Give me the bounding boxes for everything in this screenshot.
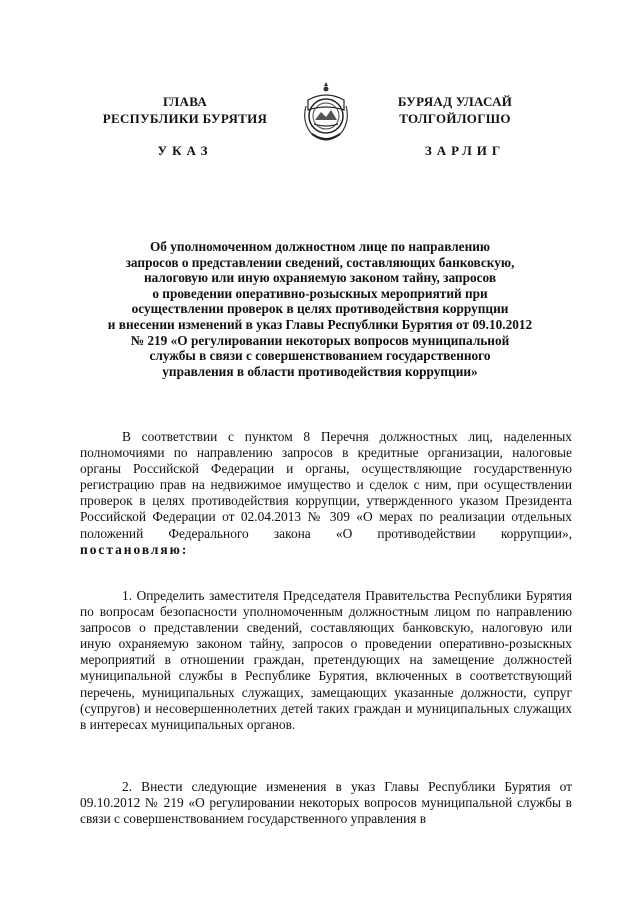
preamble-paragraph bbox=[80, 429, 572, 558]
header-left-line2: РЕСПУБЛИКИ БУРЯТИЯ bbox=[102, 111, 268, 126]
title-line: налоговую или иную охраняемую законом тайну, запросов bbox=[143, 270, 497, 286]
coat-of-arms-icon bbox=[298, 80, 354, 144]
header-left bbox=[80, 93, 290, 127]
doc-type-left: УКАЗ bbox=[157, 143, 213, 158]
header-right-line2: ТОЛГОЙЛОГШО bbox=[399, 111, 511, 126]
title-line: запросов о представлении сведений, составляющих банковскую, bbox=[125, 254, 515, 270]
title-line: службы в связи с совершенствованием государственного bbox=[149, 348, 491, 364]
decree-word: постановляю: bbox=[80, 541, 189, 557]
title-line: осуществлении проверок в целях противодействия коррупции bbox=[131, 301, 509, 317]
preamble-text: В соответствии с пунктом 8 Перечня должностных лиц, наделенных полномочиями по направлению запросов в кредитные организации, налоговые органы Российской Федерации и органы, осуществляющие государственную регистрацию прав на недвижимое имущество и сделок с ним, при осуществлении проверок в целях противодействия коррупции, утвержденного указом Президента Российской Федерации от 02.04.2013 № 309 «О мерах по реализации отдельных положений Федерального закона «О противодействии коррупции», bbox=[80, 429, 572, 541]
header-right bbox=[360, 93, 550, 127]
title-line: № 219 «О регулировании некоторых вопросов муниципальной bbox=[130, 332, 510, 348]
doc-type-right: ЗАРЛИГ bbox=[424, 143, 506, 158]
header-right-line1: БУРЯАД УЛАСАЙ bbox=[397, 94, 513, 109]
header-left-line1: ГЛАВА bbox=[162, 94, 208, 109]
title-line: Об уполномоченном должностном лице по направлению bbox=[149, 239, 491, 254]
item-1-paragraph: 1. Определить заместителя Председателя Правительства Республики Бурятия по вопросам безопасности уполномоченным должностным лицом по направлению запросов о представлении сведений, составляющих банковскую, налоговую или иную охраняемую законом тайну, запросов о проведении оперативно-розыскных мероприятий в отношении граждан, претендующих на замещение должностей муниципальной службы в Республике Бурятия, включенных в соответствующий перечень, муниципальных служащих, замещающих указанные должности, супруг (супругов) и несовершеннолетних детей таких граждан и муниципальных служащих в интересах муниципальных органов. bbox=[80, 588, 572, 732]
title-line: управления в области противодействия коррупции» bbox=[162, 363, 478, 379]
item-2-paragraph: 2. Внести следующие изменения в указ Главы Республики Бурятия от 09.10.2012 № 219 «О регулировании некоторых вопросов муниципальной службы в связи с совершенствованием государственного управления в bbox=[80, 779, 572, 827]
title-line: и внесении изменений в указ Главы Республики Бурятия от 09.10.2012 bbox=[107, 316, 533, 332]
document-title bbox=[60, 239, 580, 379]
title-line: о проведении оперативно-розыскных мероприятий при bbox=[152, 285, 488, 301]
